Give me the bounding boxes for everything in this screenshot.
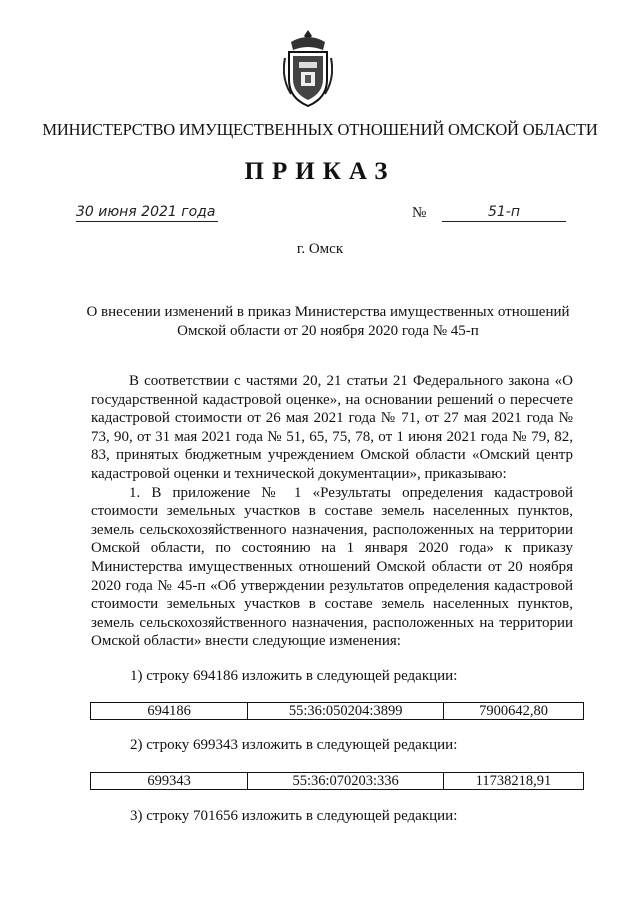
order-subject: О внесении изменений в приказ Министерства имущественных отношений Омской области от 20 ноября 2020 года № 45-п bbox=[86, 304, 570, 339]
document-title: ПРИКАЗ bbox=[244, 158, 396, 185]
coat-of-arms-emblem bbox=[283, 28, 333, 108]
item-2-label: 2) строку 699343 изложить в следующей редакции: bbox=[130, 737, 458, 753]
row-number-cell: 699343 bbox=[91, 773, 248, 790]
order-body bbox=[91, 372, 573, 651]
table-row bbox=[91, 703, 584, 720]
ministry-name: МИНИСТЕРСТВО ИМУЩЕСТВЕННЫХ ОТНОШЕНИЙ ОМСКОЙ ОБЛАСТИ bbox=[42, 120, 598, 139]
preamble-paragraph: В соответствии с частями 20, 21 статьи 21 Федерального закона «О государственной кадастровой оценке», на основании решений о пересчете кадастровой стоимости от 26 мая 2021 года № 71, от 27 мая 2021 года № 73, 90, от 31 мая 2021 года № 51, 65, 75, 78, от 1 июня 2021 года № 79, 82, 83, принятых бюджетным учреждением Омской области «Омский центр кадастровой оценки и технической документации», приказываю: bbox=[91, 373, 573, 482]
item-2-table bbox=[90, 772, 584, 790]
city: г. Омск bbox=[296, 241, 344, 257]
item-3-label: 3) строку 701656 изложить в следующей редакции: bbox=[130, 808, 458, 824]
item-1-label: 1) строку 694186 изложить в следующей редакции: bbox=[130, 668, 458, 684]
cadastral-number-cell: 55:36:050204:3899 bbox=[248, 703, 444, 720]
cadastral-value-cell: 11738218,91 bbox=[443, 773, 583, 790]
cadastral-number-cell: 55:36:070203:336 bbox=[248, 773, 444, 790]
number-label: № bbox=[412, 205, 427, 221]
item-1-table bbox=[90, 702, 584, 720]
order-number: 51-п bbox=[442, 204, 566, 222]
cadastral-value-cell: 7900642,80 bbox=[444, 703, 584, 720]
clause-1-paragraph: 1. В приложение № 1 «Результаты определения кадастровой стоимости земельных участков в составе земель населенных пунктов, земель сельскохозяйственного назначения, расположенных на территории Омской области, по состоянию на 1 января 2020 года» к приказу Министерства имущественных отношений Омской области от 20 ноября 2020 года № 45-п «Об утверждении результатов определения кадастровой стоимости земельных участков в составе земель населенных пунктов, земель сельскохозяйственного назначения, расположенных на территории Омской области» внести следующие изменения: bbox=[91, 484, 573, 650]
order-date: 30 июня 2021 года bbox=[76, 204, 218, 222]
row-number-cell: 694186 bbox=[91, 703, 248, 720]
table-row bbox=[91, 773, 584, 790]
